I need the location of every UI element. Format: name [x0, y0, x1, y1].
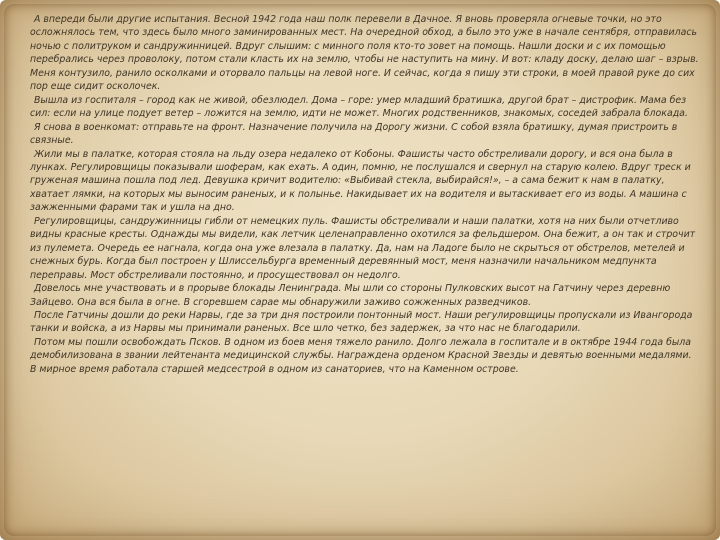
- paragraph-kobona-tent: Жили мы в палатке, которая стояла на льду озера недалеко от Кобоны. Фашисты часто обстреливали дорогу, и вся она была в лунках. Регулировщицы показывали шоферам, как ехать. А один, помню, не послушался и свернул на старую колею. Вдруг треск и груженая машина пошла под лед. Девушка кричит водителю: «Выбивай стекла, выбирайся!», – а сама бежит к нам в палатку, хватает лямки, на которых мы выносим раненых, и к полынье. Накидывает их на водителя и вытаскивает его из воды. А машина с зажженными фарами так и ушла на дно.: [30, 148, 691, 214]
- paragraph-ladoga-crossing: Регулировщицы, сандружинницы гибли от немецких пуль. Фашисты обстреливали и наши палатки, хотя на них были отчетливо видны красные кресты. Однажды мы видели, как летчик целенаправленно охотился за фельдшером. Она бежит, а он так и строчит из пулемета. Очередь ее нагнала, когда она уже влезала в палатку. Да, нам на Ладоге было не скрыться от обстрелов, метелей и снежных бурь. Когда был построен у Шлиссельбурга временный деревянный мост, меня назначили начальником медпункта переправы. Мост обстреливали постоянно, и просуществовал он недолго.: [30, 215, 696, 281]
- paragraph-hospital: Вышла из госпиталя – город как не живой, обезлюдел. Дома – горе: умер младший братишка, другой брат – дистрофик. Мама без сил: если на улице подует ветер – ложится на землю, идти не может. Многих родственников, знакомых, соседей забрала блокада.: [30, 94, 688, 120]
- paragraph-pskov: Потом мы пошли освобождать Псков. В одном из боев меня тяжело ранило. Долго лежала в госпитале и в октябре 1944 года была демобилизована в звании лейтенанта медицинской службы. Награждена орденом Красной Звезды и девятью военными медалями. В мирное время работала старшей медсестрой в одном из санаториев, что на Каменном острове.: [30, 336, 692, 375]
- paragraph-narva: После Гатчины дошли до реки Нарвы, где за три дня построили понтонный мост. Наши регулировщицы пропускали из Ивангорода танки и войска, а из Нарвы мы принимали раненых. Все шло четко, без задержек, за что нас не благодарили.: [30, 309, 693, 335]
- paragraph-road-of-life: Я снова в военкомат: отправьте на фронт. Назначение получила на Дорогу жизни. С собой взяла братишку, думая пристроить в связные.: [30, 121, 678, 147]
- paragraph-dachnoe: А впереди были другие испытания. Весной 1942 года наш полк перевели в Дачное. Я вновь проверяла огневые точки, но это осложнялось тем, что здесь было много заминированных мест. На очередной обход, а было это уже в начале сентября, отправилась ночью с политруком и сандружинницей. Вдруг слышим: с минного поля кто-то зовет на помощь. Нашли доски и с их помощью перебрались через проволоку, потом стали класть их на землю, чтобы не наступить на мину. И вот: кладу доску, делаю шаг – взрыв. Меня контузило, ранило осколками и оторвало пальцы на левой ноге. И сейчас, когда я пишу эти строки, в моей правой руке до сих пор еще сидит осколочек.: [30, 14, 699, 93]
- paragraph-blockade-breakthrough: Довелось мне участвовать и в прорыве блокады Ленинграда. Мы шли со стороны Пулковских высот на Гатчину через деревню Зайцево. Она вся была в огне. В сгоревшем сарае мы обнаружили заживо сожженных разведчиков.: [30, 283, 671, 308]
- memoir-text: [30, 13, 700, 376]
